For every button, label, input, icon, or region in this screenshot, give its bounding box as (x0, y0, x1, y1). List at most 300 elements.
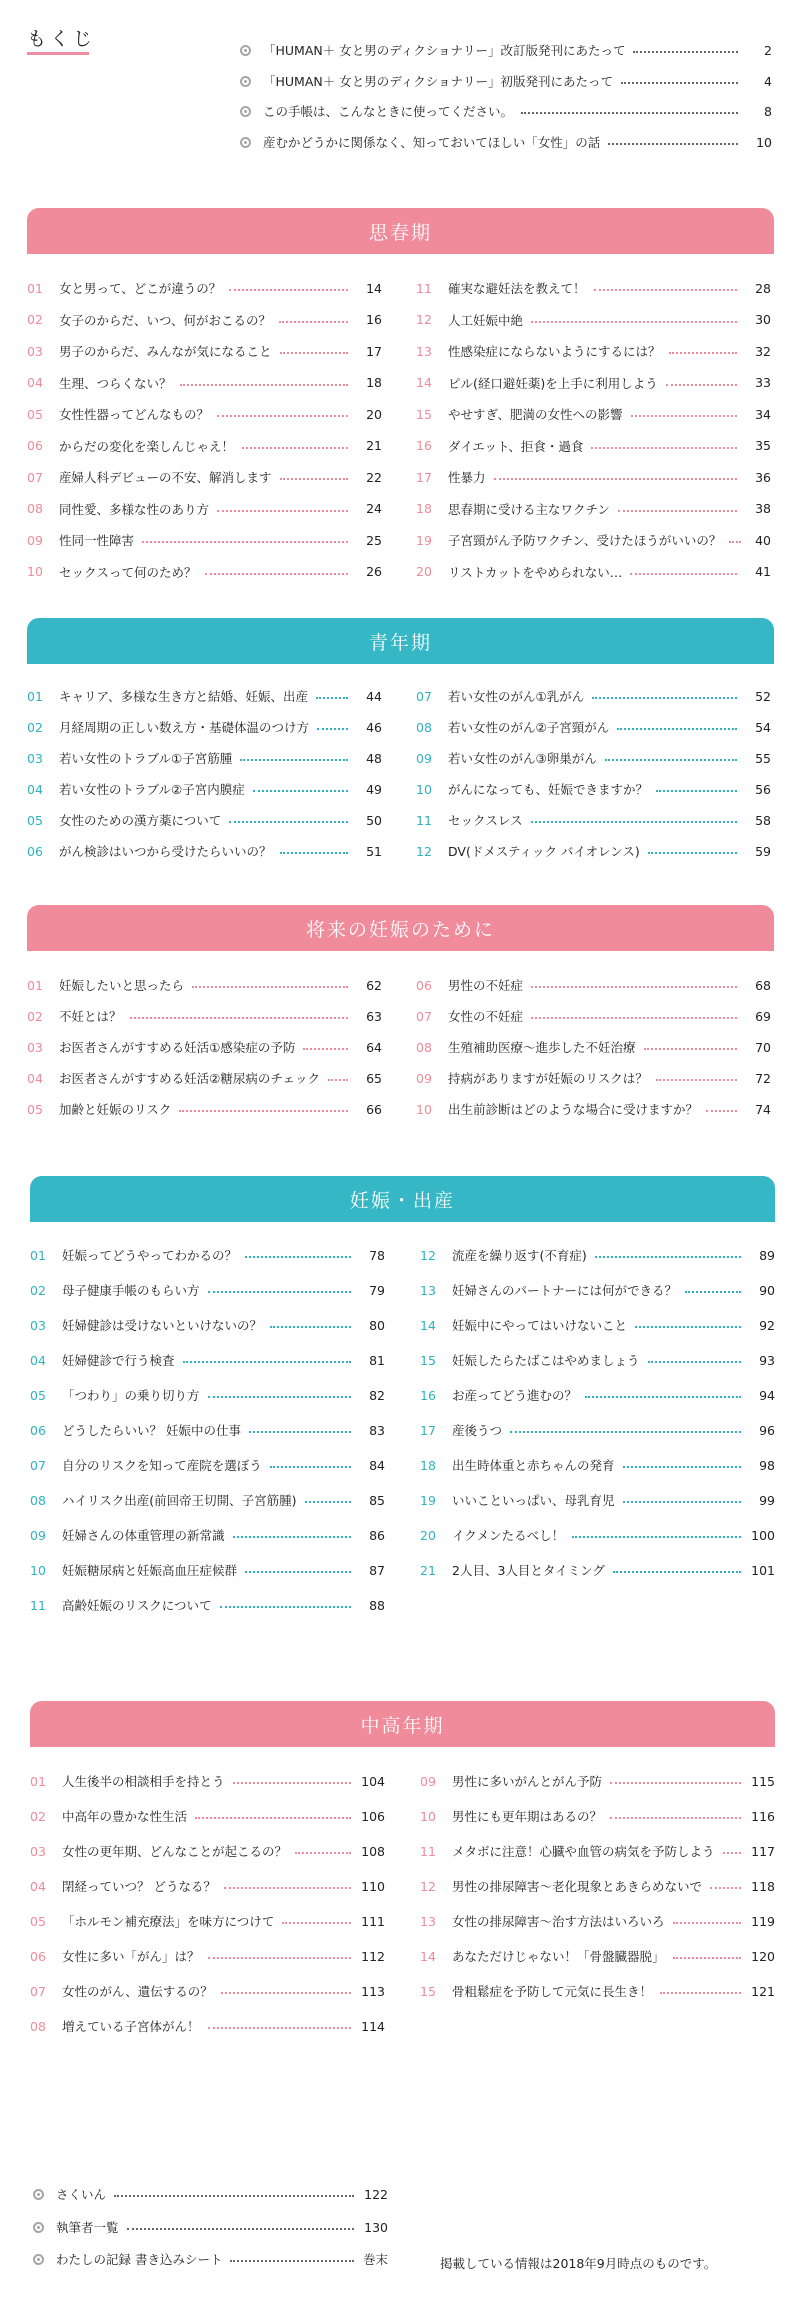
entry-page: 114 (361, 2018, 385, 2034)
entry-page: 108 (361, 1843, 385, 1859)
entry-page: 50 (366, 812, 382, 828)
toc-entry[interactable] (420, 1560, 775, 1580)
entry-page: 63 (366, 1008, 382, 1024)
entry-page: 80 (369, 1317, 385, 1333)
toc-entry[interactable] (30, 1560, 385, 1580)
entry-label: 持病がありますが妊娠のリスクは？ (448, 1071, 648, 1086)
toc-entry[interactable] (420, 1490, 775, 1510)
toc-entry[interactable] (27, 310, 382, 330)
entry-label: 確実な避妊法を教えて！ (448, 281, 586, 296)
intro-item-label: この手帳は、こんなときに使ってください。 (263, 104, 514, 119)
toc-entry[interactable] (420, 1525, 775, 1545)
toc-entry[interactable] (30, 1245, 385, 1265)
leader-dots (114, 2195, 354, 2197)
entry-label: お医者さんがすすめる妊活①感染症の予防 (59, 1040, 296, 1055)
toc-entry[interactable] (416, 975, 771, 995)
leader-dots (208, 2027, 351, 2029)
entry-number: 06 (27, 843, 43, 859)
leader-dots (142, 541, 348, 543)
entry-label: 女性に多い「がん」は？ (62, 1949, 200, 1964)
entry-label: 産後うつ (452, 1423, 503, 1438)
toc-entry[interactable] (30, 1771, 385, 1791)
toc-entry[interactable] (27, 1037, 382, 1057)
entry-page: 36 (755, 469, 771, 485)
entry-number: 20 (416, 564, 432, 579)
leader-dots (233, 1536, 351, 1538)
bullet-circle-icon (33, 2254, 44, 2265)
entry-number: 13 (420, 1913, 436, 1929)
toc-entry[interactable] (420, 1280, 775, 1300)
entry-label: 性同一性障害 (59, 533, 135, 548)
leader-dots (229, 289, 348, 291)
toc-entry[interactable] (30, 1595, 385, 1615)
entry-label: 高齢妊娠のリスクについて (62, 1598, 212, 1613)
entry-number: 01 (27, 280, 43, 296)
entry-label: 不妊とは？ (59, 1009, 122, 1024)
entry-page: 90 (759, 1282, 775, 1298)
toc-entry[interactable] (420, 1245, 775, 1265)
entry-number: 05 (27, 406, 43, 422)
leader-dots (192, 986, 348, 988)
intro-item[interactable] (240, 40, 772, 60)
leader-dots (317, 728, 348, 730)
entry-page: 117 (751, 1843, 775, 1859)
entry-number: 09 (416, 750, 432, 766)
entry-page: 48 (366, 750, 382, 766)
entry-label: 女性のための漢方薬について (59, 813, 222, 828)
toc-entry[interactable] (416, 1099, 771, 1119)
bullet-circle-icon (33, 2189, 44, 2200)
entry-page: 81 (369, 1352, 385, 1368)
entry-label: 男性にも更年期はあるの？ (452, 1809, 603, 1824)
section-header: 妊娠・出産 (30, 1176, 775, 1222)
entry-label: 妊娠ってどうやってわかるの？ (62, 1248, 238, 1263)
leader-dots (531, 1017, 737, 1019)
entry-number: 04 (27, 375, 43, 390)
entry-number: 01 (30, 1773, 46, 1789)
entry-number: 04 (27, 1070, 43, 1086)
entry-page: 32 (755, 343, 771, 359)
entry-page: 120 (751, 1948, 775, 1964)
toc-entry[interactable] (30, 1385, 385, 1405)
toc-entry[interactable] (30, 1455, 385, 1475)
entry-number: 14 (420, 1317, 436, 1333)
toc-title: もくじ (27, 28, 97, 50)
entry-number: 12 (416, 843, 432, 859)
entry-number: 18 (420, 1457, 436, 1473)
toc-entry[interactable] (416, 373, 771, 393)
entry-page: 18 (366, 375, 382, 390)
toc-entry[interactable] (27, 975, 382, 995)
entry-label: 自分のリスクを知って産院を選ぼう (62, 1458, 262, 1473)
entry-label: 2人目、3人目とタイミング (452, 1563, 605, 1578)
leader-dots (180, 384, 348, 386)
toc-entry[interactable] (416, 436, 771, 456)
leader-dots (208, 1291, 351, 1293)
entry-number: 06 (27, 438, 43, 453)
bullet-circle-icon (240, 137, 251, 148)
toc-entry[interactable] (27, 810, 382, 830)
leader-dots (242, 447, 348, 449)
leader-dots (253, 790, 348, 792)
entry-number: 05 (27, 1101, 43, 1117)
toc-entry[interactable] (27, 686, 382, 706)
toc-entry[interactable] (416, 278, 771, 298)
intro-item-page: 8 (764, 103, 772, 119)
leader-dots (572, 1536, 741, 1538)
entry-number: 11 (416, 280, 432, 296)
leader-dots (127, 2228, 354, 2230)
entry-label: 同性愛、多様な性のあり方 (59, 501, 210, 517)
entry-page: 55 (755, 750, 771, 766)
entry-number: 01 (30, 1247, 46, 1263)
bullet-circle-icon (240, 106, 251, 117)
leader-dots (621, 82, 738, 84)
entry-page: 35 (755, 438, 771, 453)
toc-entry[interactable] (30, 2016, 385, 2036)
entry-number: 02 (27, 312, 43, 327)
toc-entry[interactable] (30, 1280, 385, 1300)
entry-label: がんになっても、妊娠できますか？ (448, 782, 649, 797)
leader-dots (233, 1782, 351, 1784)
toc-entry[interactable] (416, 810, 771, 830)
toc-entry[interactable] (420, 1841, 775, 1861)
entry-page: 110 (361, 1878, 385, 1894)
entry-number: 17 (416, 469, 432, 485)
entry-label: 女と男って、どこが違うの？ (59, 281, 222, 296)
toc-entry[interactable] (27, 841, 382, 861)
entry-page: 96 (759, 1422, 775, 1438)
entry-label: 妊婦健診は受けないといけないの？ (62, 1318, 263, 1333)
entry-page: 21 (366, 438, 382, 453)
entry-page: 34 (755, 406, 771, 422)
entry-page: 92 (759, 1317, 775, 1333)
entry-number: 03 (27, 343, 43, 359)
entry-label: いいこといっぱい、母乳育児 (452, 1493, 615, 1508)
leader-dots (303, 1048, 348, 1050)
toc-entry[interactable] (27, 717, 382, 737)
bullet-circle-icon (240, 45, 251, 56)
entry-label: 出生時体重と赤ちゃんの発育 (452, 1458, 615, 1473)
toc-entry[interactable] (30, 1350, 385, 1370)
entry-page: 84 (369, 1457, 385, 1473)
toc-entry[interactable] (420, 1911, 775, 1931)
toc-entry[interactable] (27, 278, 382, 298)
leader-dots (494, 478, 737, 480)
toc-entry[interactable] (30, 1806, 385, 1826)
leader-dots (585, 1396, 741, 1398)
leader-dots (531, 986, 737, 988)
toc-entry[interactable] (27, 562, 382, 582)
entry-label: セックスって何のため？ (59, 564, 197, 580)
toc-entry[interactable] (30, 1841, 385, 1861)
entry-number: 07 (27, 469, 43, 485)
intro-item-label: 産むかどうかに関係なく、知っておいてほしい「女性」の話 (263, 135, 601, 150)
appendix-item-page: 巻末 (362, 2252, 388, 2267)
toc-entry[interactable] (420, 1420, 775, 1440)
entry-number: 01 (27, 977, 43, 993)
toc-entry[interactable] (420, 1946, 775, 1966)
leader-dots (723, 1852, 741, 1854)
entry-number: 10 (416, 781, 432, 797)
leader-dots (130, 1017, 348, 1019)
leader-dots (710, 1887, 741, 1889)
toc-entry[interactable] (416, 562, 771, 582)
leader-dots (648, 852, 737, 854)
entry-page: 116 (751, 1808, 775, 1824)
leader-dots (644, 1048, 737, 1050)
leader-dots (531, 821, 737, 823)
entry-label: お医者さんがすすめる妊活②糖尿病のチェック (59, 1071, 320, 1086)
entry-number: 04 (30, 1352, 46, 1368)
entry-page: 94 (759, 1387, 775, 1403)
appendix-item[interactable] (33, 2249, 388, 2269)
toc-entry[interactable] (420, 1455, 775, 1475)
toc-entry[interactable] (416, 717, 771, 737)
entry-page: 58 (755, 812, 771, 828)
entry-label: 加齢と妊娠のリスク (59, 1102, 172, 1117)
entry-label: 若い女性のトラブル②子宮内膜症 (59, 782, 245, 797)
entry-page: 99 (759, 1492, 775, 1508)
leader-dots (660, 1992, 741, 1994)
intro-item-page: 2 (764, 42, 772, 58)
entry-label: 妊娠中にやってはいけないこと (452, 1318, 628, 1333)
toc-entry[interactable] (420, 1350, 775, 1370)
toc-entry[interactable] (30, 1490, 385, 1510)
toc-entry[interactable] (27, 467, 382, 487)
entry-number: 20 (420, 1527, 436, 1543)
toc-entry[interactable] (416, 748, 771, 768)
toc-entry[interactable] (420, 1315, 775, 1335)
leader-dots (656, 1079, 737, 1081)
appendix-item[interactable] (33, 2184, 388, 2204)
entry-number: 10 (420, 1808, 436, 1824)
entry-number: 15 (420, 1352, 436, 1368)
leader-dots (613, 1571, 741, 1573)
entry-label: 女性の不妊症 (448, 1009, 524, 1024)
entry-page: 115 (751, 1773, 775, 1789)
toc-entry[interactable] (27, 404, 382, 424)
leader-dots (279, 321, 348, 323)
entry-page: 72 (755, 1070, 771, 1086)
leader-dots (195, 1817, 351, 1819)
intro-item[interactable] (240, 71, 772, 91)
leader-dots (685, 1291, 741, 1293)
entry-label: 増えている子宮体がん！ (62, 2019, 200, 2034)
toc-entry[interactable] (416, 1037, 771, 1057)
intro-item[interactable] (240, 101, 772, 121)
toc-entry[interactable] (420, 1806, 775, 1826)
toc-entry[interactable] (420, 1771, 775, 1791)
leader-dots (208, 1396, 351, 1398)
appendix-item-label: 執筆者一覧 (56, 2220, 119, 2235)
entry-number: 05 (30, 1913, 46, 1929)
toc-entry[interactable] (27, 748, 382, 768)
toc-entry[interactable] (30, 1981, 385, 2001)
leader-dots (295, 1852, 351, 1854)
entry-number: 18 (416, 501, 432, 516)
toc-entry[interactable] (30, 1420, 385, 1440)
entry-number: 14 (420, 1948, 436, 1964)
leader-dots (591, 447, 737, 449)
entry-number: 03 (30, 1317, 46, 1333)
toc-entry[interactable] (416, 530, 771, 550)
toc-entry[interactable] (416, 779, 771, 799)
entry-number: 05 (30, 1387, 46, 1403)
toc-entry[interactable] (30, 1911, 385, 1931)
leader-dots (217, 510, 348, 512)
entry-label: 性暴力 (448, 470, 486, 485)
entry-label: リストカットをやめられない… (448, 564, 623, 580)
entry-number: 19 (420, 1492, 436, 1508)
entry-number: 02 (30, 1282, 46, 1298)
entry-page: 68 (755, 977, 771, 993)
leader-dots (280, 852, 348, 854)
toc-entry[interactable] (420, 1981, 775, 2001)
toc-entry[interactable] (30, 1525, 385, 1545)
leader-dots (605, 759, 737, 761)
entry-page: 98 (759, 1457, 775, 1473)
toc-entry[interactable] (416, 1068, 771, 1088)
entry-page: 104 (361, 1773, 385, 1789)
toc-entry[interactable] (27, 341, 382, 361)
leader-dots (617, 728, 737, 730)
entry-page: 30 (755, 312, 771, 327)
leader-dots (623, 1466, 741, 1468)
entry-page: 87 (369, 1562, 385, 1578)
entry-page: 119 (751, 1913, 775, 1929)
entry-label: がん検診はいつから受けたらいいの？ (59, 844, 272, 859)
entry-label: 妊娠したいと思ったら (59, 978, 185, 993)
toc-entry[interactable] (27, 1006, 382, 1026)
toc-entry[interactable] (27, 1068, 382, 1088)
entry-label: からだの変化を楽しんじゃえ！ (59, 438, 235, 454)
entry-number: 16 (420, 1387, 436, 1403)
leader-dots (595, 1256, 741, 1258)
entry-number: 11 (420, 1843, 436, 1859)
leader-dots (633, 51, 738, 53)
leader-dots (316, 697, 348, 699)
leader-dots (729, 541, 741, 543)
section-header: 青年期 (27, 618, 774, 664)
toc-entry[interactable] (27, 373, 382, 393)
entry-page: 14 (366, 280, 382, 296)
entry-number: 12 (416, 312, 432, 327)
intro-item-label: 「HUMAN＋ 女と男のディクショナリー」改訂版発刊にあたって (263, 43, 626, 58)
leader-dots (229, 821, 348, 823)
entry-page: 82 (369, 1387, 385, 1403)
entry-page: 28 (755, 280, 771, 296)
entry-page: 38 (755, 501, 771, 516)
bullet-circle-icon (240, 76, 251, 87)
leader-dots (280, 478, 348, 480)
entry-label: 産婦人科デビューの不安、解消します (59, 470, 272, 485)
entry-number: 07 (30, 1457, 46, 1473)
leader-dots (245, 1571, 351, 1573)
leader-dots (669, 352, 737, 354)
entry-page: 101 (751, 1562, 775, 1578)
entry-label: 妊婦健診で行う検査 (62, 1353, 175, 1368)
toc-entry[interactable] (416, 467, 771, 487)
entry-page: 93 (759, 1352, 775, 1368)
entry-page: 86 (369, 1527, 385, 1543)
appendix-item-label: さくいん (56, 2187, 107, 2202)
entry-label: ハイリスク出産(前回帝王切開、子宮筋腫) (62, 1493, 297, 1508)
leader-dots (635, 1326, 741, 1328)
section-header: 将来の妊娠のために (27, 905, 774, 951)
entry-label: 思春期に受ける主なワクチン (448, 501, 610, 517)
entry-label: 中高年の豊かな性生活 (62, 1809, 188, 1824)
toc-entry[interactable] (30, 1946, 385, 1966)
entry-label: 妊娠糖尿病と妊娠高血圧症候群 (62, 1563, 238, 1578)
toc-entry[interactable] (416, 310, 771, 330)
leader-dots (280, 352, 348, 354)
toc-entry[interactable] (27, 1099, 382, 1119)
entry-label: 男性の排尿障害〜老化現象とあきらめないで (452, 1879, 703, 1894)
entry-page: 89 (759, 1247, 775, 1263)
entry-label: 月経周期の正しい数え方・基礎体温のつけ方 (59, 720, 310, 735)
entry-number: 21 (420, 1562, 436, 1578)
leader-dots (224, 1887, 351, 1889)
entry-number: 08 (416, 1039, 432, 1055)
toc-entry[interactable] (420, 1876, 775, 1896)
entry-label: 母子健康手帳のもらい方 (62, 1283, 200, 1298)
appendix-item-page: 122 (364, 2186, 388, 2202)
toc-entry[interactable] (416, 499, 771, 519)
entry-number: 11 (416, 812, 432, 828)
bullet-circle-icon (33, 2222, 44, 2233)
toc-entry[interactable] (30, 1876, 385, 1896)
leader-dots (610, 1782, 741, 1784)
entry-page: 46 (366, 719, 382, 735)
entry-label: 女子のからだ、いつ、何がおこるの？ (59, 312, 272, 328)
entry-label: 「ホルモン補充療法」を味方につけて (62, 1914, 275, 1929)
toc-entry[interactable] (30, 1315, 385, 1335)
leader-dots (230, 2260, 354, 2262)
entry-label: 妊娠したらたばこはやめましょう (452, 1353, 640, 1368)
toc-entry[interactable] (416, 341, 771, 361)
entry-number: 07 (416, 1008, 432, 1024)
entry-label: 生殖補助医療〜進歩した不妊治療 (448, 1040, 636, 1055)
entry-number: 06 (30, 1422, 46, 1438)
toc-entry[interactable] (416, 1006, 771, 1026)
entry-label: ピル(経口避妊薬)を上手に利用しよう (448, 375, 658, 391)
toc-entry[interactable] (416, 404, 771, 424)
entry-page: 17 (366, 343, 382, 359)
section-header: 中高年期 (30, 1701, 775, 1747)
appendix-item[interactable] (33, 2217, 388, 2237)
leader-dots (220, 1606, 351, 1608)
toc-entry[interactable] (416, 841, 771, 861)
leader-dots (673, 1957, 741, 1959)
entry-label: DV(ドメスティック バイオレンス) (448, 844, 640, 859)
entry-page: 44 (366, 688, 382, 704)
entry-label: ダイエット、拒食・過食 (448, 438, 584, 454)
toc-entry[interactable] (420, 1385, 775, 1405)
intro-item[interactable] (240, 132, 772, 152)
toc-entry[interactable] (27, 779, 382, 799)
toc-title-underline (27, 52, 89, 55)
appendix-item-label: わたしの記録 書き込みシート (56, 2252, 223, 2267)
entry-page: 41 (755, 564, 771, 579)
entry-label: 女性性器ってどんなもの？ (59, 407, 210, 422)
toc-entry[interactable] (27, 499, 382, 519)
toc-entry[interactable] (27, 436, 382, 456)
toc-entry[interactable] (27, 530, 382, 550)
leader-dots (282, 1922, 351, 1924)
entry-label: キャリア、多様な生き方と結婚、妊娠、出産 (59, 689, 309, 704)
toc-entry[interactable] (416, 686, 771, 706)
